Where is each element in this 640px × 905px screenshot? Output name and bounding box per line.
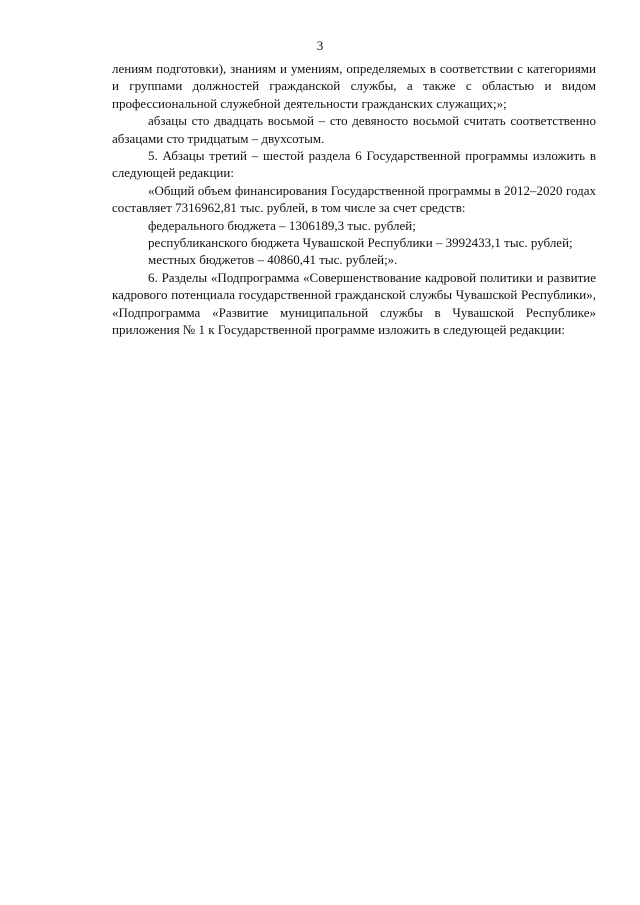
paragraph-federal-budget: федерального бюджета – 1306189,3 тыс. рублей; <box>148 217 416 233</box>
paragraph-local-budgets: местных бюджетов – 40860,41 тыс. рублей;». <box>148 252 398 268</box>
paragraph-continuation: лениям подготовки), знаниям и умениям, определяемых в соответствии с категориями и группами должностей гражданской службы, а также с областью и видом профессиональной служебной деятельности гражданских служащих;»; <box>112 61 596 111</box>
page-number: 3 <box>316 38 324 53</box>
paragraph-item-6: 6. Разделы «Подпрограмма «Совершенствование кадровой политики и развитие кадрового потенциала государственной гражданской службы Чувашской Республики», «Подпрограмма «Развитие муниципальной службы в Чувашской Республике» приложения № 1 к Государственной программе изложить в следующей редакции: <box>112 269 596 338</box>
document-body <box>112 60 596 339</box>
paragraph-total-financing: «Общий объем финансирования Государственной программы в 2012–2020 годах составляет 7316962,81 тыс. рублей, в том числе за счет средств: <box>112 182 596 216</box>
paragraph-renumber-abzacy: абзацы сто двадцать восьмой – сто девяносто восьмой считать соответственно абзацами сто тридцатым – двухсотым. <box>112 113 596 146</box>
paragraph-item-5: 5. Абзацы третий – шестой раздела 6 Государственной программы изложить в следующей редакции: <box>112 148 596 181</box>
paragraph-republic-budget: республиканского бюджета Чувашской Республики – 3992433,1 тыс. рублей; <box>148 235 573 251</box>
